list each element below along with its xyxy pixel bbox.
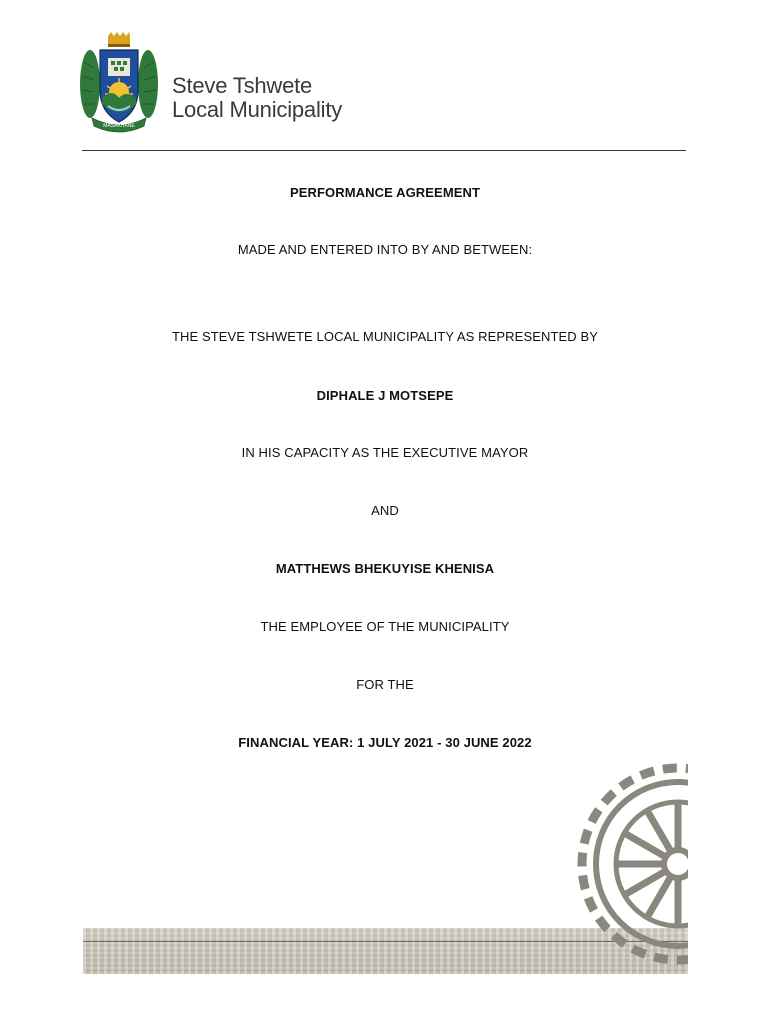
financial-year-text: FINANCIAL YEAR: 1 JULY 2021 - 30 JUNE 2022 (238, 735, 532, 750)
municipal-crest-icon (78, 32, 160, 134)
party1-intro-text: THE STEVE TSHWETE LOCAL MUNICIPALITY AS REPRESENTED BY (171, 329, 599, 344)
gear-watermark-icon (570, 752, 688, 972)
document-title: PERFORMANCE AGREEMENT (289, 185, 481, 200)
organization-name-line2: Local Municipality (172, 97, 343, 122)
organization-name-line1: Steve Tshwete (172, 73, 313, 98)
conjunction-text: AND (371, 503, 399, 518)
made-between-text: MADE AND ENTERED INTO BY AND BETWEEN: (237, 242, 533, 257)
party1-name: DIPHALE J MOTSEPE (316, 388, 454, 403)
party2-role-text: THE EMPLOYEE OF THE MUNICIPALITY (260, 619, 510, 634)
party2-name: MATTHEWS BHEKUYISE KHENISA (275, 561, 495, 576)
for-the-text: FOR THE (356, 677, 414, 692)
party1-capacity-text: IN HIS CAPACITY AS THE EXECUTIVE MAYOR (241, 445, 529, 460)
letterhead (78, 32, 688, 152)
crest-motto: MASAKHANE (103, 123, 135, 129)
header-divider (82, 150, 686, 151)
organization-name (172, 74, 342, 122)
